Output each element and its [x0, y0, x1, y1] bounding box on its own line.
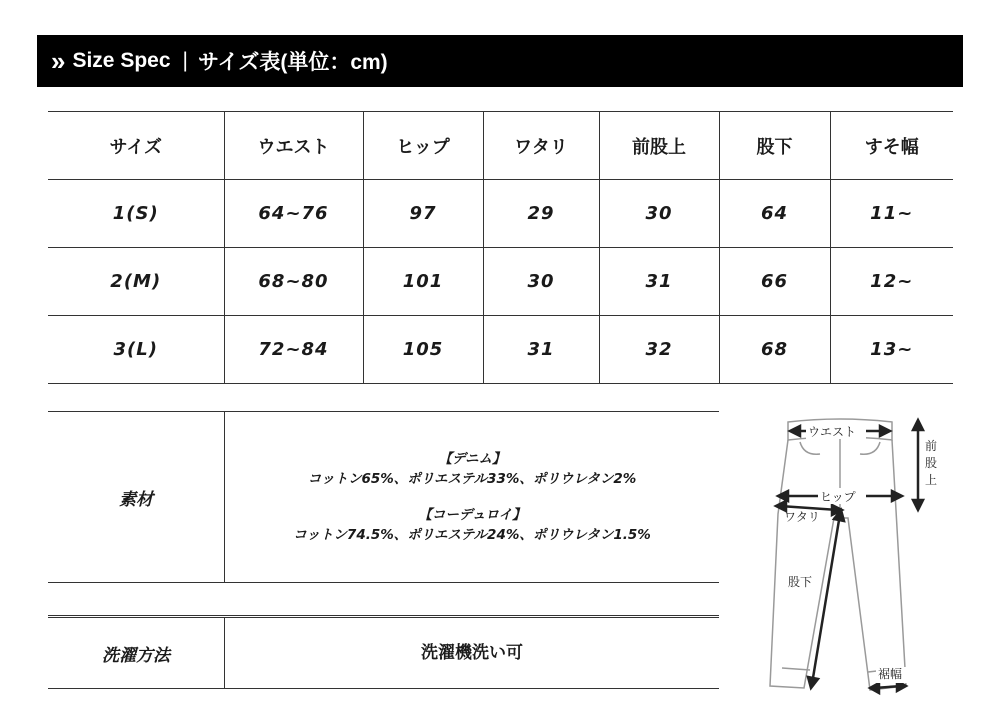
header-separator: | — [182, 49, 188, 72]
column-header-size: サイズ — [48, 112, 224, 180]
table-cell: 64~76 — [224, 180, 363, 248]
table-cell: 32 — [599, 316, 719, 384]
column-header-front-rise: 前股上 — [599, 112, 719, 180]
care-label: 洗濯方法 — [48, 618, 225, 688]
table-cell: 30 — [599, 180, 719, 248]
material-section — [48, 411, 719, 583]
table-row — [48, 316, 953, 384]
table-cell: 31 — [599, 248, 719, 316]
hem-label: 裾幅 — [878, 667, 903, 681]
page-header — [37, 35, 963, 87]
table-cell: 11~ — [830, 180, 953, 248]
column-header-hem-width: すそ幅 — [830, 112, 953, 180]
pants-illustration — [760, 410, 960, 700]
size-table — [48, 111, 953, 384]
table-cell: 29 — [483, 180, 599, 248]
table-cell: 66 — [719, 248, 830, 316]
table-cell: 13~ — [830, 316, 953, 384]
care-section — [48, 617, 719, 689]
header-title-en: Size Spec — [72, 49, 171, 72]
table-cell: 72~84 — [224, 316, 363, 384]
table-cell: 30 — [483, 248, 599, 316]
column-header-thigh: ワタリ — [483, 112, 599, 180]
material-title: 【デニム】 — [438, 451, 506, 467]
material-block — [308, 449, 637, 489]
table-cell: 1(S) — [48, 180, 224, 248]
chevron-icon: » — [51, 46, 63, 76]
material-label: 素材 — [48, 412, 225, 582]
material-title: 【コーデュロイ】 — [418, 507, 526, 523]
pants-measurement-diagram — [760, 410, 960, 700]
table-row — [48, 180, 953, 248]
column-header-waist: ウエスト — [224, 112, 363, 180]
front-rise-label: 前 — [925, 439, 938, 453]
table-cell: 68~80 — [224, 248, 363, 316]
table-cell: 31 — [483, 316, 599, 384]
header-title-jp: サイズ表(単位：cm) — [198, 51, 388, 74]
table-cell: 68 — [719, 316, 830, 384]
divider — [48, 615, 719, 616]
care-value: 洗濯機洗い可 — [421, 643, 523, 663]
front-rise-label: 上 — [925, 473, 938, 487]
table-row — [48, 248, 953, 316]
material-text: コットン74.5%、ポリエステル24%、ポリウレタン1.5% — [293, 527, 651, 543]
table-cell: 2(M) — [48, 248, 224, 316]
waist-label: ウエスト — [808, 425, 857, 439]
table-cell: 3(L) — [48, 316, 224, 384]
table-header-row — [48, 112, 953, 180]
table-cell: 105 — [363, 316, 483, 384]
material-text: コットン65%、ポリエステル33%、ポリウレタン2% — [307, 471, 637, 487]
inseam-label: 股下 — [788, 575, 813, 589]
material-content — [225, 412, 719, 582]
column-header-inseam: 股下 — [719, 112, 830, 180]
table-cell: 101 — [363, 248, 483, 316]
table-cell: 12~ — [830, 248, 953, 316]
table-cell: 64 — [719, 180, 830, 248]
hip-label: ヒップ — [820, 490, 856, 504]
thigh-label: ワタリ — [784, 510, 820, 524]
column-header-hip: ヒップ — [363, 112, 483, 180]
material-block — [293, 505, 651, 545]
table-cell: 97 — [363, 180, 483, 248]
front-rise-label: 股 — [925, 456, 938, 470]
